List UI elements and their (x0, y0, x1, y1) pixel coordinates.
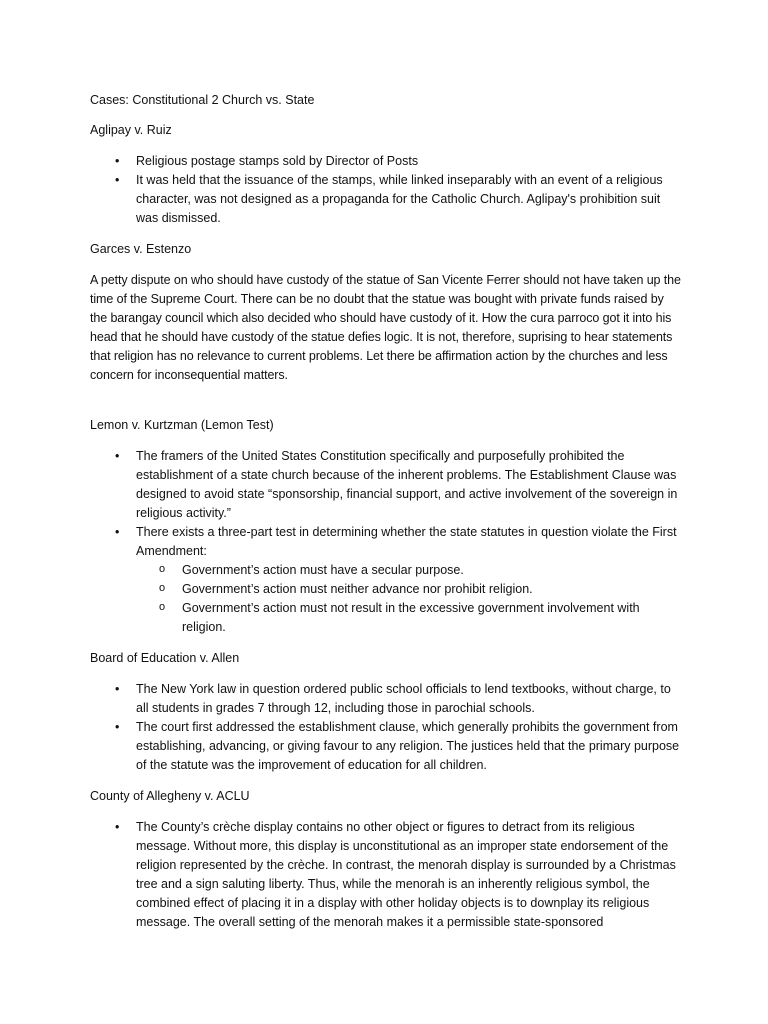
list-item-text: There exists a three-part test in determining whether the state statutes in question violate the First Amendment: (136, 525, 677, 558)
sub-list-item: o Government’s action must have a secular purpose. (136, 561, 684, 580)
case-heading-allegheny: County of Allegheny v. ACLU (90, 789, 250, 803)
case-heading-garces: Garces v. Estenzo (90, 242, 192, 256)
lemon-test-sub-list (136, 561, 684, 637)
blank-line (90, 397, 684, 416)
case-heading-lemon: Lemon v. Kurtzman (Lemon Test) (90, 418, 274, 432)
sub-list-item: o Government’s action must neither advance nor prohibit religion. (136, 580, 684, 599)
list-item: • The framers of the United States Constitution specifically and purposefully prohibited the establishment of a state church because of the inherent problems. The Establishment Clause was designed to avoid state “sponsorship, financial support, and active involvement of the sovereign in religious activity.” (90, 447, 684, 523)
sub-list-item: o Government’s action must not result in the excessive government involvement with religion. (136, 599, 684, 637)
allegheny-bullet-list (90, 818, 684, 932)
list-item (90, 523, 684, 637)
allen-bullet-list (90, 680, 684, 775)
list-item: • The County’s crèche display contains no other object or figures to detract from its religious message. Without more, this display is unconstitutional as an improper state endorsement of the religion represented by the crèche. In contrast, the menorah display is surrounded by a Christmas tree and a sign saluting liberty. Thus, while the menorah is an inherently religious symbol, the combined effect of placing it in a display with other holiday objects is to downplay its religious message. The overall setting of the menorah makes it a permissible state-sponsored (90, 818, 684, 932)
list-item: • It was held that the issuance of the stamps, while linked inseparably with an event of a religious character, was not designed as a propaganda for the Catholic Church. Aglipay's prohibition suit was dismissed. (90, 171, 684, 228)
list-item: • Religious postage stamps sold by Director of Posts (90, 152, 684, 171)
lemon-bullet-list (90, 447, 684, 637)
case-heading-aglipay: Aglipay v. Ruiz (90, 123, 172, 137)
list-item: • The New York law in question ordered public school officials to lend textbooks, without charge, to all students in grades 7 through 12, including those in parochial schools. (90, 680, 684, 718)
list-item: • The court first addressed the establishment clause, which generally prohibits the government from establishing, advancing, or giving favour to any religion. The justices held that the primary purpose of the statute was the improvement of education for all children. (90, 718, 684, 775)
document-title: Cases: Constitutional 2 Church vs. State (90, 93, 315, 107)
aglipay-bullet-list (90, 152, 684, 228)
garces-paragraph: A petty dispute on who should have custody of the statue of San Vicente Ferrer should not have taken up the time of the Supreme Court. There can be no doubt that the statue was bought with private funds raised by the barangay council which also decided who should have custody of it. How the cura parroco got it into his head that he should have custody of the statue defies logic. It is not, therefore, suprising to hear statements that religion has no relevance to current problems. Let there be affirmation action by the churches and less concern for inconsequential matters. (90, 273, 681, 382)
case-heading-board-of-education: Board of Education v. Allen (90, 651, 240, 665)
